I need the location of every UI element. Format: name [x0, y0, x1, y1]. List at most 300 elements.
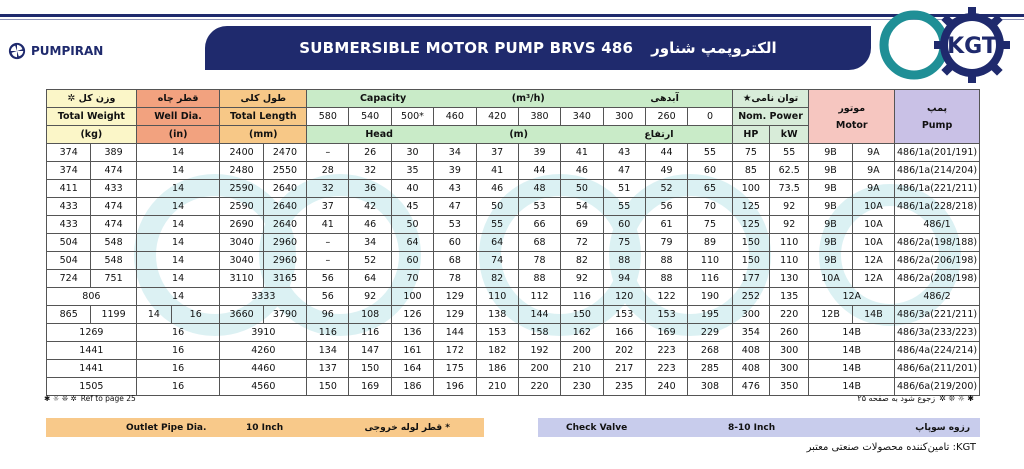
head-cell: 37 [307, 198, 349, 216]
motor-cell: 9B [809, 234, 852, 252]
hp-cell: 408 [732, 360, 769, 378]
head-cell: 166 [603, 324, 645, 342]
title-banner [205, 26, 871, 70]
motor-cell: 12A [852, 270, 894, 288]
capacity-header [307, 90, 733, 108]
head-cell: 89 [688, 234, 732, 252]
motor-cell: 9A [852, 144, 894, 162]
kw-cell: 62.5 [770, 162, 809, 180]
table-row [47, 180, 980, 198]
kgt-logo-text: KGT [947, 34, 997, 59]
head-cell: 49 [645, 162, 687, 180]
head-cell: 308 [688, 378, 732, 396]
hp-cell: 75 [732, 144, 769, 162]
head-cell: 55 [476, 216, 518, 234]
head-cell: 144 [518, 306, 560, 324]
head-cell: 36 [349, 180, 391, 198]
table-row [47, 216, 980, 234]
head-cell: 60 [603, 216, 645, 234]
well-cell: 16 [136, 360, 220, 378]
head-cell: 100 [391, 288, 433, 306]
capacity-label-fa: آبدهی [650, 93, 679, 104]
head-cell: 88 [603, 252, 645, 270]
kw-cell: 92 [770, 216, 809, 234]
head-cell: 153 [603, 306, 645, 324]
head-cell: 45 [391, 198, 433, 216]
motor-cell: 9B [809, 198, 852, 216]
footnote-symbols-fa: ✱ ☼ ❊ ✲ [939, 394, 974, 403]
pump-model-cell: 486/1a(201/191) [895, 144, 980, 162]
capacity-value: 420 [476, 108, 518, 126]
well-cell: 14 [136, 288, 220, 306]
outlet-value: 10 Inch [246, 422, 284, 433]
head-cell: 64 [349, 270, 391, 288]
motor-cell: 14B [809, 342, 895, 360]
title-english: SUBMERSIBLE MOTOR PUMP BRVS 486 [299, 39, 634, 57]
spec-table [46, 89, 980, 396]
header-stripe [0, 14, 1024, 17]
kw-cell: 260 [770, 324, 809, 342]
head-cell: 30 [391, 144, 433, 162]
well-header-en: Well Dia. [136, 108, 220, 126]
length-cell: 3040 [220, 252, 263, 270]
kw-cell: 110 [770, 234, 809, 252]
head-cell: 50 [391, 216, 433, 234]
well-cell: 14 [136, 270, 220, 288]
capacity-value: 260 [645, 108, 687, 126]
head-cell: 223 [645, 342, 687, 360]
well-cell: 16 [172, 306, 220, 324]
weight-cell: 374 [47, 144, 91, 162]
table-row [47, 234, 980, 252]
capacity-label-en: Capacity [359, 93, 407, 104]
head-cell: 46 [476, 180, 518, 198]
head-cell: 150 [561, 306, 603, 324]
head-cell: 56 [307, 288, 349, 306]
head-cell: 66 [518, 216, 560, 234]
footnote-text-en: Ref to page 25 [80, 394, 136, 403]
motor-cell: 10A [809, 270, 852, 288]
head-cell: 116 [688, 270, 732, 288]
pump-model-cell: 486/2a(208/198) [895, 270, 980, 288]
hp-header: HP [732, 126, 769, 144]
head-cell: 200 [518, 360, 560, 378]
head-cell: 35 [391, 162, 433, 180]
length-cell: 2480 [220, 162, 263, 180]
table-row [47, 324, 980, 342]
head-cell: 144 [434, 324, 476, 342]
valve-label-en: Check Valve [566, 422, 628, 433]
head-cell: 186 [476, 360, 518, 378]
capacity-value: 300 [603, 108, 645, 126]
head-cell: 82 [561, 252, 603, 270]
well-cell: 14 [136, 252, 220, 270]
length-cell: 3165 [263, 270, 306, 288]
kw-cell: 73.5 [770, 180, 809, 198]
head-cell: 134 [307, 342, 349, 360]
length-cell: 3110 [220, 270, 263, 288]
kgt-logo-icon [872, 5, 1022, 83]
table-row [47, 360, 980, 378]
head-cell: 240 [645, 378, 687, 396]
head-cell: 195 [688, 306, 732, 324]
head-cell: 182 [476, 342, 518, 360]
head-cell: 41 [307, 216, 349, 234]
head-cell: 137 [307, 360, 349, 378]
weight-cell: 865 [47, 306, 91, 324]
head-cell: 150 [349, 360, 391, 378]
well-cell: 14 [136, 198, 220, 216]
kgt-tagline: KGT: تامین‌کننده محصولات صنعتی معتبر [806, 442, 976, 453]
valve-label-fa: رزوه سوپاپ [915, 422, 970, 433]
weight-cell: 474 [91, 216, 136, 234]
head-cell: 158 [518, 324, 560, 342]
head-cell: 202 [603, 342, 645, 360]
hp-cell: 85 [732, 162, 769, 180]
outlet-pipe-bar [46, 418, 484, 437]
capacity-unit: (m³/h) [511, 93, 545, 104]
hp-cell: 125 [732, 216, 769, 234]
head-cell: 52 [645, 180, 687, 198]
head-cell: 230 [561, 378, 603, 396]
table-row [47, 198, 980, 216]
head-cell: 112 [518, 288, 560, 306]
power-header-en: Nom. Power [732, 108, 809, 126]
motor-cell: 14B [809, 324, 895, 342]
head-cell: 200 [561, 342, 603, 360]
motor-cell: 12B [809, 306, 852, 324]
length-header-fa: طول کلی [220, 90, 307, 108]
head-cell: 129 [434, 306, 476, 324]
head-cell: 116 [349, 324, 391, 342]
head-cell: 54 [561, 198, 603, 216]
head-cell: 68 [518, 234, 560, 252]
weight-cell: 548 [91, 252, 136, 270]
motor-cell: 14B [852, 306, 894, 324]
pump-model-cell: 486/3a(233/223) [895, 324, 980, 342]
head-cell: 92 [349, 288, 391, 306]
head-cell: 162 [561, 324, 603, 342]
pump-header-en: Pump [921, 119, 953, 131]
weight-cell: 374 [47, 162, 91, 180]
table-row [47, 306, 980, 324]
head-cell: 46 [561, 162, 603, 180]
header-stripe-thin [0, 19, 1024, 20]
head-cell: 169 [349, 378, 391, 396]
hp-cell: 252 [732, 288, 769, 306]
capacity-value: 0 [688, 108, 732, 126]
head-cell: 32 [307, 180, 349, 198]
length-cell: 2960 [263, 234, 306, 252]
length-cell: 2590 [220, 180, 263, 198]
head-cell: 108 [349, 306, 391, 324]
head-cell: 116 [561, 288, 603, 306]
head-cell: 153 [476, 324, 518, 342]
table-row [47, 270, 980, 288]
head-cell: 44 [518, 162, 560, 180]
motor-cell: 9B [809, 252, 852, 270]
kw-cell: 92 [770, 198, 809, 216]
weight-cell: 504 [47, 252, 91, 270]
head-cell: 50 [476, 198, 518, 216]
pumpiran-brand: PUMPIRAN [31, 44, 104, 58]
valve-value: 8-10 Inch [728, 422, 776, 433]
table-row [47, 162, 980, 180]
motor-header-en: Motor [835, 119, 868, 131]
weight-cell: 1441 [47, 342, 137, 360]
pump-model-cell: 486/1a(228/218) [895, 198, 980, 216]
length-unit: (mm) [220, 126, 307, 144]
motor-cell: 10A [852, 216, 894, 234]
head-cell: 41 [561, 144, 603, 162]
weight-cell: 1199 [91, 306, 136, 324]
head-cell: 53 [518, 198, 560, 216]
head-cell: 75 [688, 216, 732, 234]
head-cell: 72 [561, 234, 603, 252]
weight-header-fa: ✲ وزن کل [47, 90, 137, 108]
table-row [47, 288, 980, 306]
head-cell: 70 [688, 198, 732, 216]
weight-cell: 724 [47, 270, 91, 288]
footnote-text-fa: زجوع شود به صفحه ۲۵ [857, 394, 936, 403]
head-cell: 136 [391, 324, 433, 342]
head-cell: 40 [391, 180, 433, 198]
kw-cell: 130 [770, 270, 809, 288]
head-cell: 51 [603, 180, 645, 198]
pump-model-cell: 486/1a(221/211) [895, 180, 980, 198]
head-cell: 78 [434, 270, 476, 288]
head-cell: 223 [645, 360, 687, 378]
head-cell: 110 [688, 252, 732, 270]
head-cell: 220 [518, 378, 560, 396]
motor-cell: 12A [852, 252, 894, 270]
well-cell: 14 [136, 162, 220, 180]
length-cell: 3660 [220, 306, 263, 324]
head-header [307, 126, 733, 144]
page-header [0, 0, 1024, 86]
head-cell: 110 [476, 288, 518, 306]
head-cell: 196 [434, 378, 476, 396]
head-cell: 52 [349, 252, 391, 270]
weight-unit: (kg) [47, 126, 137, 144]
head-cell: 210 [561, 360, 603, 378]
head-cell: 78 [518, 252, 560, 270]
motor-cell: 10A [852, 198, 894, 216]
length-cell: 2400 [220, 144, 263, 162]
head-cell: 48 [518, 180, 560, 198]
table-row [47, 252, 980, 270]
head-cell: 88 [645, 270, 687, 288]
weight-cell: 389 [91, 144, 136, 162]
head-cell: 68 [434, 252, 476, 270]
hp-cell: 354 [732, 324, 769, 342]
outlet-label-fa: * قطر لوله خروجی [364, 422, 450, 433]
length-cell: 4260 [220, 342, 307, 360]
head-cell: 88 [645, 252, 687, 270]
table-row [47, 144, 980, 162]
hp-cell: 408 [732, 342, 769, 360]
length-cell: 2690 [220, 216, 263, 234]
pump-model-cell: 486/4a(224/214) [895, 342, 980, 360]
head-cell: 56 [307, 270, 349, 288]
pump-header [895, 90, 980, 144]
weight-cell: 548 [91, 234, 136, 252]
motor-cell: 10A [852, 234, 894, 252]
weight-cell: 433 [91, 180, 136, 198]
length-cell: 3790 [263, 306, 306, 324]
pump-model-cell: 486/6a(211/201) [895, 360, 980, 378]
head-unit: (m) [509, 129, 528, 140]
hp-cell: 150 [732, 234, 769, 252]
power-header-fa: ★توان نامی [732, 90, 809, 108]
head-cell: 60 [434, 234, 476, 252]
head-cell: 126 [391, 306, 433, 324]
head-cell: 138 [476, 306, 518, 324]
head-cell: 70 [391, 270, 433, 288]
head-cell: – [307, 252, 349, 270]
weight-header-en: Total Weight [47, 108, 137, 126]
well-cell: 14 [136, 216, 220, 234]
pump-model-cell: 486/2a(198/188) [895, 234, 980, 252]
head-cell: 64 [391, 234, 433, 252]
well-cell: 14 [136, 234, 220, 252]
capacity-value: 380 [518, 108, 560, 126]
head-cell: – [307, 234, 349, 252]
motor-cell: 9B [809, 180, 852, 198]
head-cell: 169 [645, 324, 687, 342]
weight-cell: 504 [47, 234, 91, 252]
head-cell: 285 [688, 360, 732, 378]
hp-cell: 125 [732, 198, 769, 216]
table-row [47, 378, 980, 396]
weight-cell: 433 [47, 216, 91, 234]
head-cell: 53 [434, 216, 476, 234]
head-cell: 94 [603, 270, 645, 288]
weight-cell: 433 [47, 198, 91, 216]
head-cell: 217 [603, 360, 645, 378]
length-cell: 2640 [263, 216, 306, 234]
head-cell: 32 [349, 162, 391, 180]
motor-cell: 14B [809, 378, 895, 396]
head-cell: 186 [391, 378, 433, 396]
head-cell: 65 [688, 180, 732, 198]
length-cell: 2550 [263, 162, 306, 180]
head-cell: 129 [434, 288, 476, 306]
length-cell: 2960 [263, 252, 306, 270]
head-cell: 46 [349, 216, 391, 234]
pump-model-cell: 486/3a(221/211) [895, 306, 980, 324]
head-cell: 34 [434, 144, 476, 162]
well-cell: 14 [136, 306, 171, 324]
head-cell: 41 [476, 162, 518, 180]
well-header-fa: قطر چاه [136, 90, 220, 108]
pump-header-fa: پمپ [927, 102, 948, 114]
head-cell: 69 [561, 216, 603, 234]
hp-cell: 300 [732, 306, 769, 324]
well-unit: (in) [136, 126, 220, 144]
motor-cell: 9A [852, 162, 894, 180]
kw-cell: 110 [770, 252, 809, 270]
capacity-value: 500* [391, 108, 433, 126]
kw-cell: 135 [770, 288, 809, 306]
well-cell: 14 [136, 180, 220, 198]
motor-cell: 12A [809, 288, 895, 306]
length-cell: 4560 [220, 378, 307, 396]
head-cell: 42 [349, 198, 391, 216]
head-cell: 92 [561, 270, 603, 288]
head-cell: 175 [434, 360, 476, 378]
motor-cell: 9A [852, 180, 894, 198]
outlet-label-en: Outlet Pipe Dia. [126, 422, 207, 433]
pump-model-cell: 486/1 [895, 216, 980, 234]
head-cell: 120 [603, 288, 645, 306]
length-cell: 4460 [220, 360, 307, 378]
length-cell: 2470 [263, 144, 306, 162]
motor-header-fa: موتور [838, 102, 866, 114]
head-cell: 229 [688, 324, 732, 342]
motor-cell: 14B [809, 360, 895, 378]
well-cell: 16 [136, 324, 220, 342]
head-cell: 55 [688, 144, 732, 162]
weight-cell: 1441 [47, 360, 137, 378]
capacity-value: 340 [561, 108, 603, 126]
head-cell: 79 [645, 234, 687, 252]
motor-cell: 9B [809, 216, 852, 234]
pump-model-cell: 486/2 [895, 288, 980, 306]
head-cell: 82 [476, 270, 518, 288]
head-cell: 34 [349, 234, 391, 252]
head-cell: 47 [434, 198, 476, 216]
length-cell: 3040 [220, 234, 263, 252]
head-cell: 164 [391, 360, 433, 378]
head-cell: 235 [603, 378, 645, 396]
head-cell: 44 [645, 144, 687, 162]
footnote-left [44, 394, 136, 403]
head-cell: 60 [391, 252, 433, 270]
head-cell: 210 [476, 378, 518, 396]
hp-cell: 100 [732, 180, 769, 198]
head-cell: 122 [645, 288, 687, 306]
weight-cell: 1269 [47, 324, 137, 342]
pump-model-cell: 486/6a(219/200) [895, 378, 980, 396]
head-cell: 39 [434, 162, 476, 180]
header-row-1 [47, 90, 980, 108]
head-cell: 150 [307, 378, 349, 396]
head-cell: 190 [688, 288, 732, 306]
capacity-value: 460 [434, 108, 476, 126]
weight-cell: 411 [47, 180, 91, 198]
head-cell: 43 [434, 180, 476, 198]
kw-cell: 220 [770, 306, 809, 324]
motor-header [809, 90, 895, 144]
head-cell: 26 [349, 144, 391, 162]
head-cell: 75 [603, 234, 645, 252]
head-cell: 172 [434, 342, 476, 360]
length-header-en: Total Length [220, 108, 307, 126]
weight-cell: 806 [47, 288, 137, 306]
head-cell: 61 [645, 216, 687, 234]
motor-cell: 9B [809, 162, 852, 180]
pump-model-cell: 486/1a(214/204) [895, 162, 980, 180]
weight-cell: 474 [91, 162, 136, 180]
table-row [47, 342, 980, 360]
capacity-value: 580 [307, 108, 349, 126]
hp-cell: 177 [732, 270, 769, 288]
head-cell: 47 [603, 162, 645, 180]
head-cell: 50 [561, 180, 603, 198]
motor-cell: 9B [809, 144, 852, 162]
head-label-en: Head [365, 129, 393, 140]
